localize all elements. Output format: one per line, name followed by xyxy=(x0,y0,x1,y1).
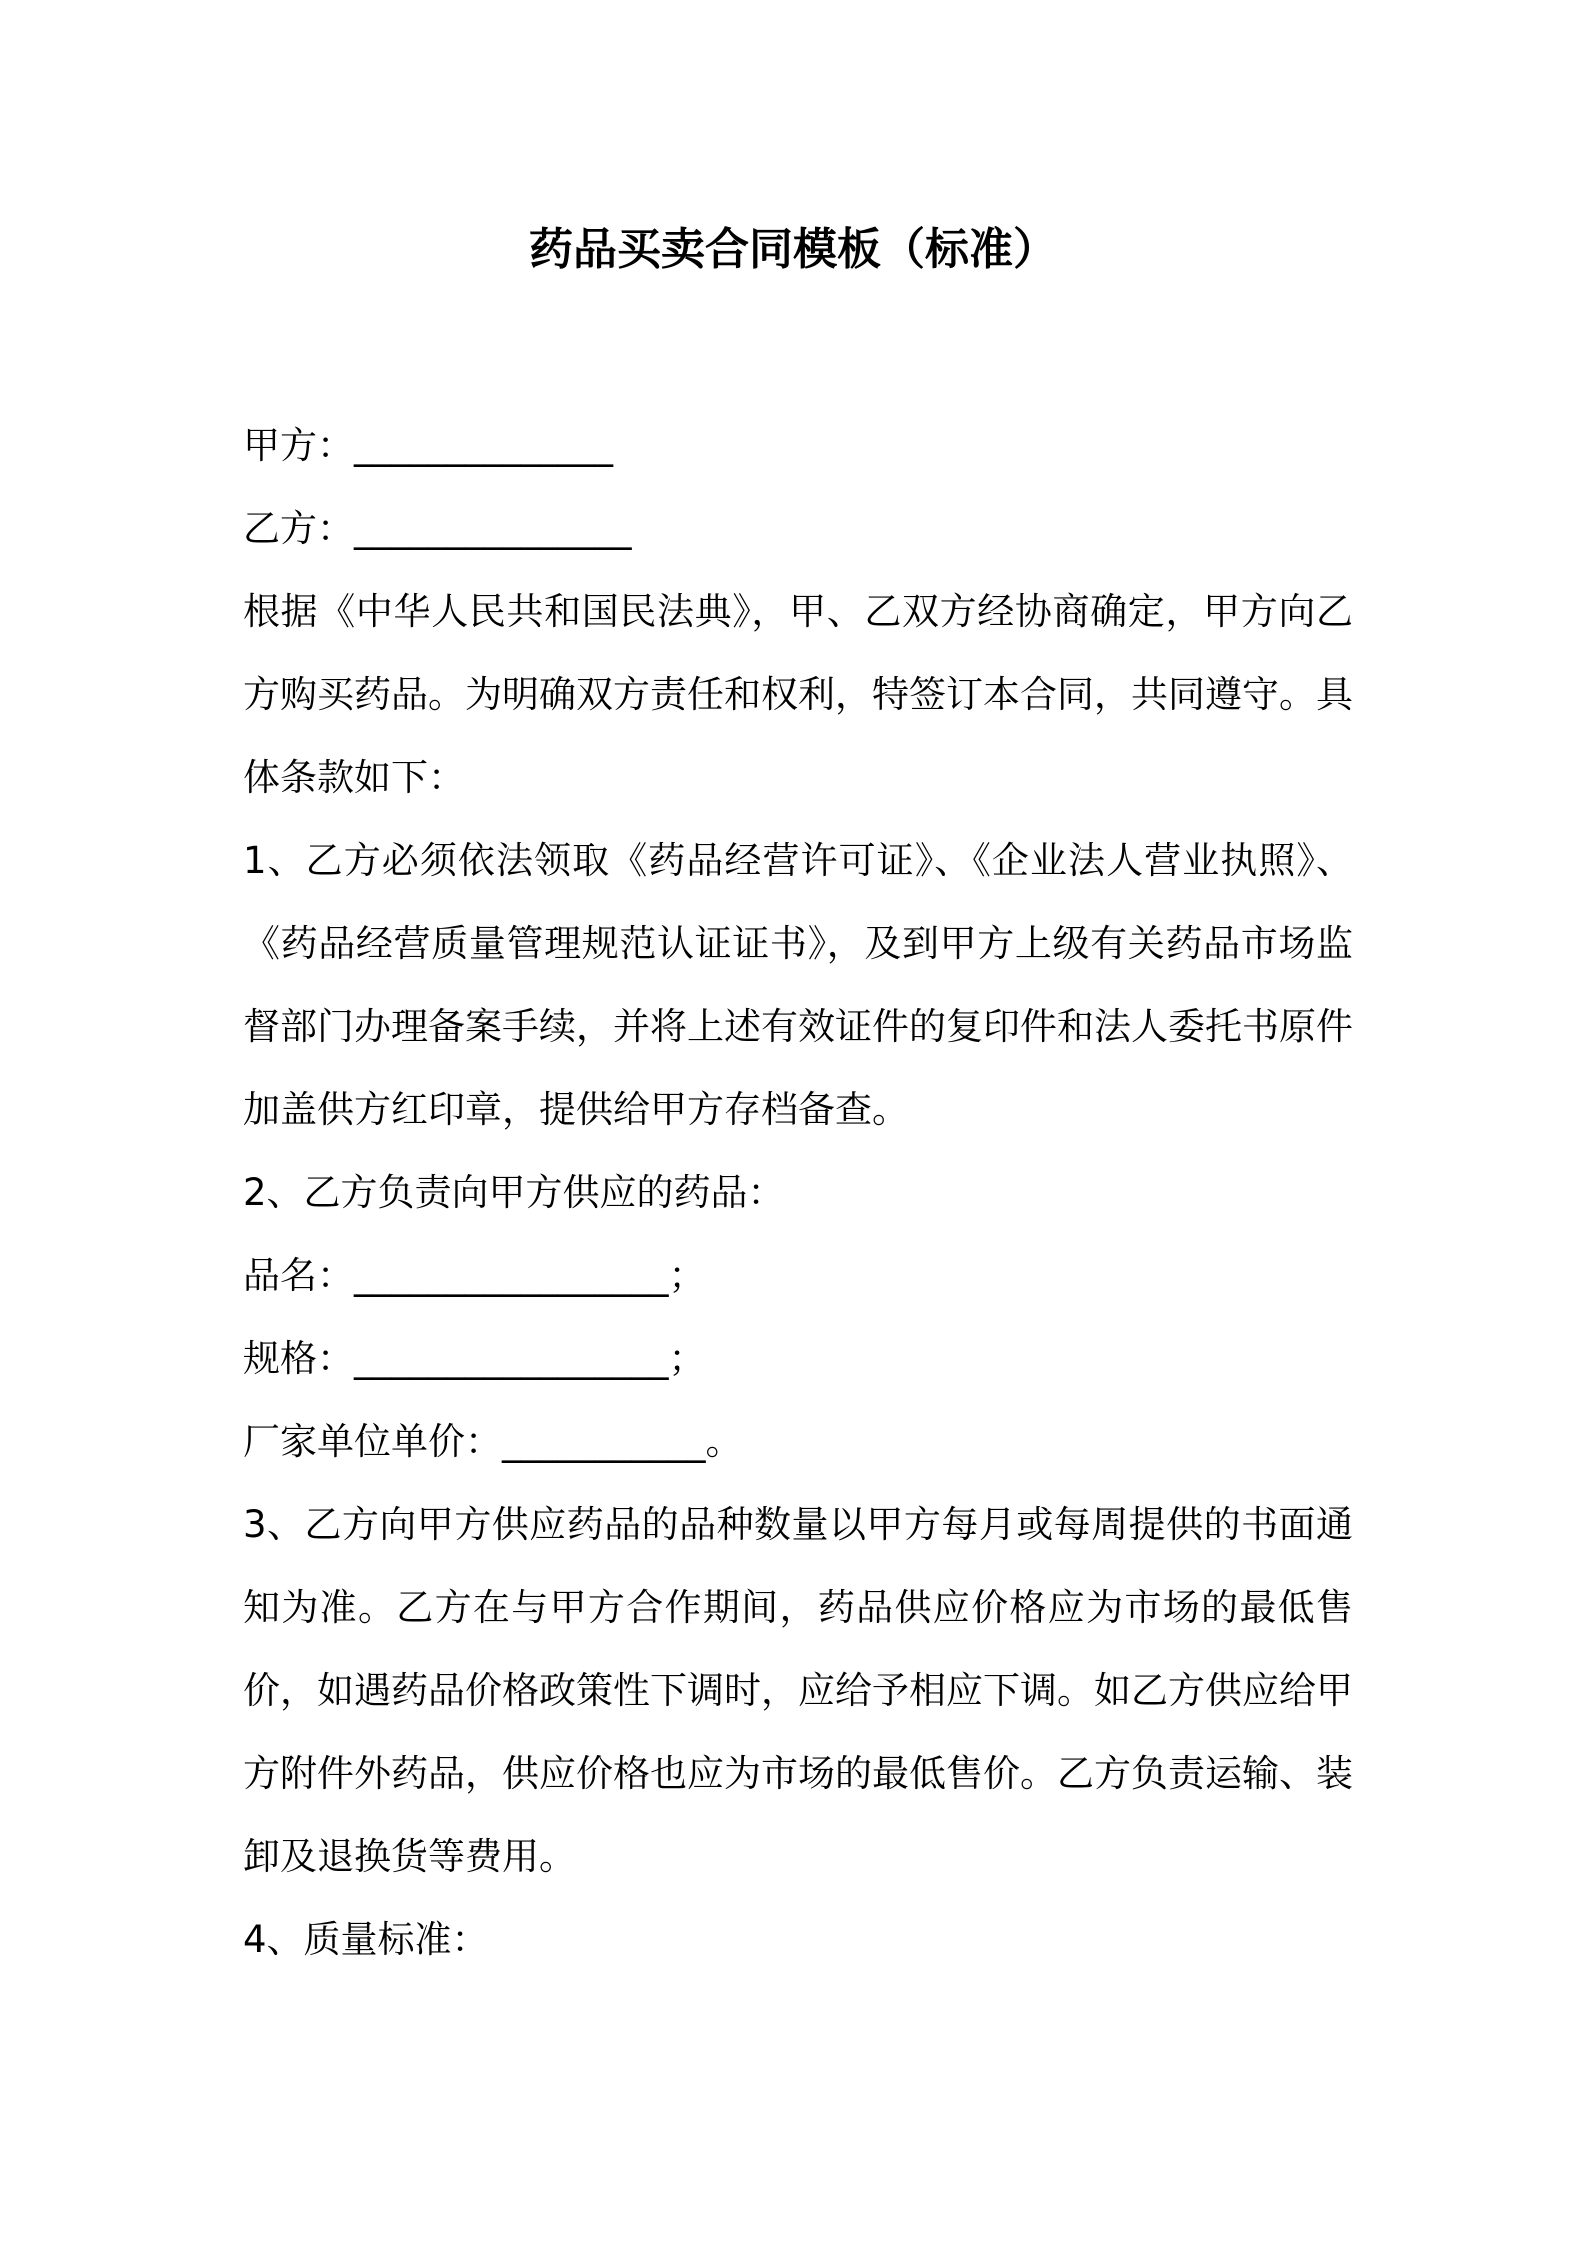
document-body xyxy=(243,404,1353,1981)
specification-line: 规格：_________________； xyxy=(243,1337,706,1380)
party-b-line: 乙方：_______________ xyxy=(243,507,632,550)
document-title: 药品买卖合同模板（标准） xyxy=(529,224,1057,275)
intro-paragraph: 根据《中华人民共和国民法典》，甲、乙双方经协商确定，甲方向乙方购买药品。为明确双方责任和权利，特签订本合同，共同遵守。具体条款如下： xyxy=(243,590,1353,799)
product-name-line: 品名：_________________； xyxy=(243,1254,706,1297)
clause-2-heading: 2、乙方负责向甲方供应的药品： xyxy=(243,1171,785,1214)
clause-4-heading: 4、质量标准： xyxy=(243,1918,489,1961)
clause-1-paragraph: 1、乙方必须依法领取《药品经营许可证》、《企业法人营业执照》、《药品经营质量管理规范认证证书》，及到甲方上级有关药品市场监督部门办理备案手续，并将上述有效证件的复印件和法人委托书原件加盖供方红印章，提供给甲方存档备查。 xyxy=(243,839,1353,1131)
clause-3-paragraph: 3、乙方向甲方供应药品的品种数量以甲方每月或每周提供的书面通知为准。乙方在与甲方合作期间，药品供应价格应为市场的最低售价，如遇药品价格政策性下调时，应给予相应下调。如乙方供应给甲方附件外药品，供应价格也应为市场的最低售价。乙方负责运输、装卸及退换货等费用。 xyxy=(243,1503,1353,1878)
party-a-line: 甲方：______________ xyxy=(243,424,613,467)
manufacturer-unit-price-line: 厂家单位单价：___________。 xyxy=(243,1420,743,1463)
